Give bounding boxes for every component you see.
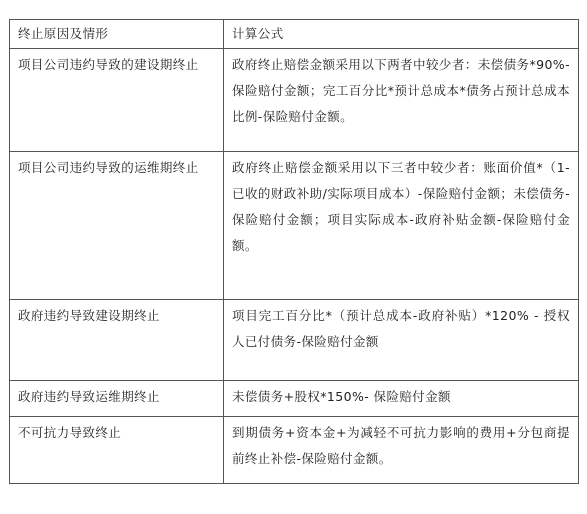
table-row xyxy=(10,417,579,484)
row-cause: 项目公司违约导致的运维期终止 xyxy=(10,152,224,300)
row-cause: 不可抗力导致终止 xyxy=(10,417,224,484)
table-row xyxy=(10,381,579,417)
row-formula: 政府终止赔偿金额采用以下三者中较少者：账面价值*（1-已收的财政补助/实际项目成本）-保险赔付金额；未偿债务-保险赔付金额；项目实际成本-政府补贴金额-保险赔付金额。 xyxy=(224,152,579,300)
row-cause: 项目公司违约导致的建设期终止 xyxy=(10,49,224,152)
table-row xyxy=(10,152,579,300)
table-header-row xyxy=(10,20,579,49)
table-row xyxy=(10,300,579,381)
row-formula: 政府终止赔偿金额采用以下两者中较少者：未偿债务*90%-保险赔付金额；完工百分比*预计总成本*债务占预计总成本比例-保险赔付金额。 xyxy=(224,49,579,152)
row-formula: 未偿债务+股权*150%- 保险赔付金额 xyxy=(224,381,579,417)
row-cause: 政府违约导致建设期终止 xyxy=(10,300,224,381)
header-formula: 计算公式 xyxy=(224,20,579,49)
row-cause: 政府违约导致运维期终止 xyxy=(10,381,224,417)
table-row xyxy=(10,49,579,152)
header-cause: 终止原因及情形 xyxy=(10,20,224,49)
row-formula: 到期债务+资本金+为减轻不可抗力影响的费用+分包商提前终止补偿-保险赔付金额。 xyxy=(224,417,579,484)
row-formula: 项目完工百分比*（预计总成本-政府补贴）*120% - 授权人已付债务-保险赔付金额 xyxy=(224,300,579,381)
termination-compensation-table xyxy=(9,19,579,484)
